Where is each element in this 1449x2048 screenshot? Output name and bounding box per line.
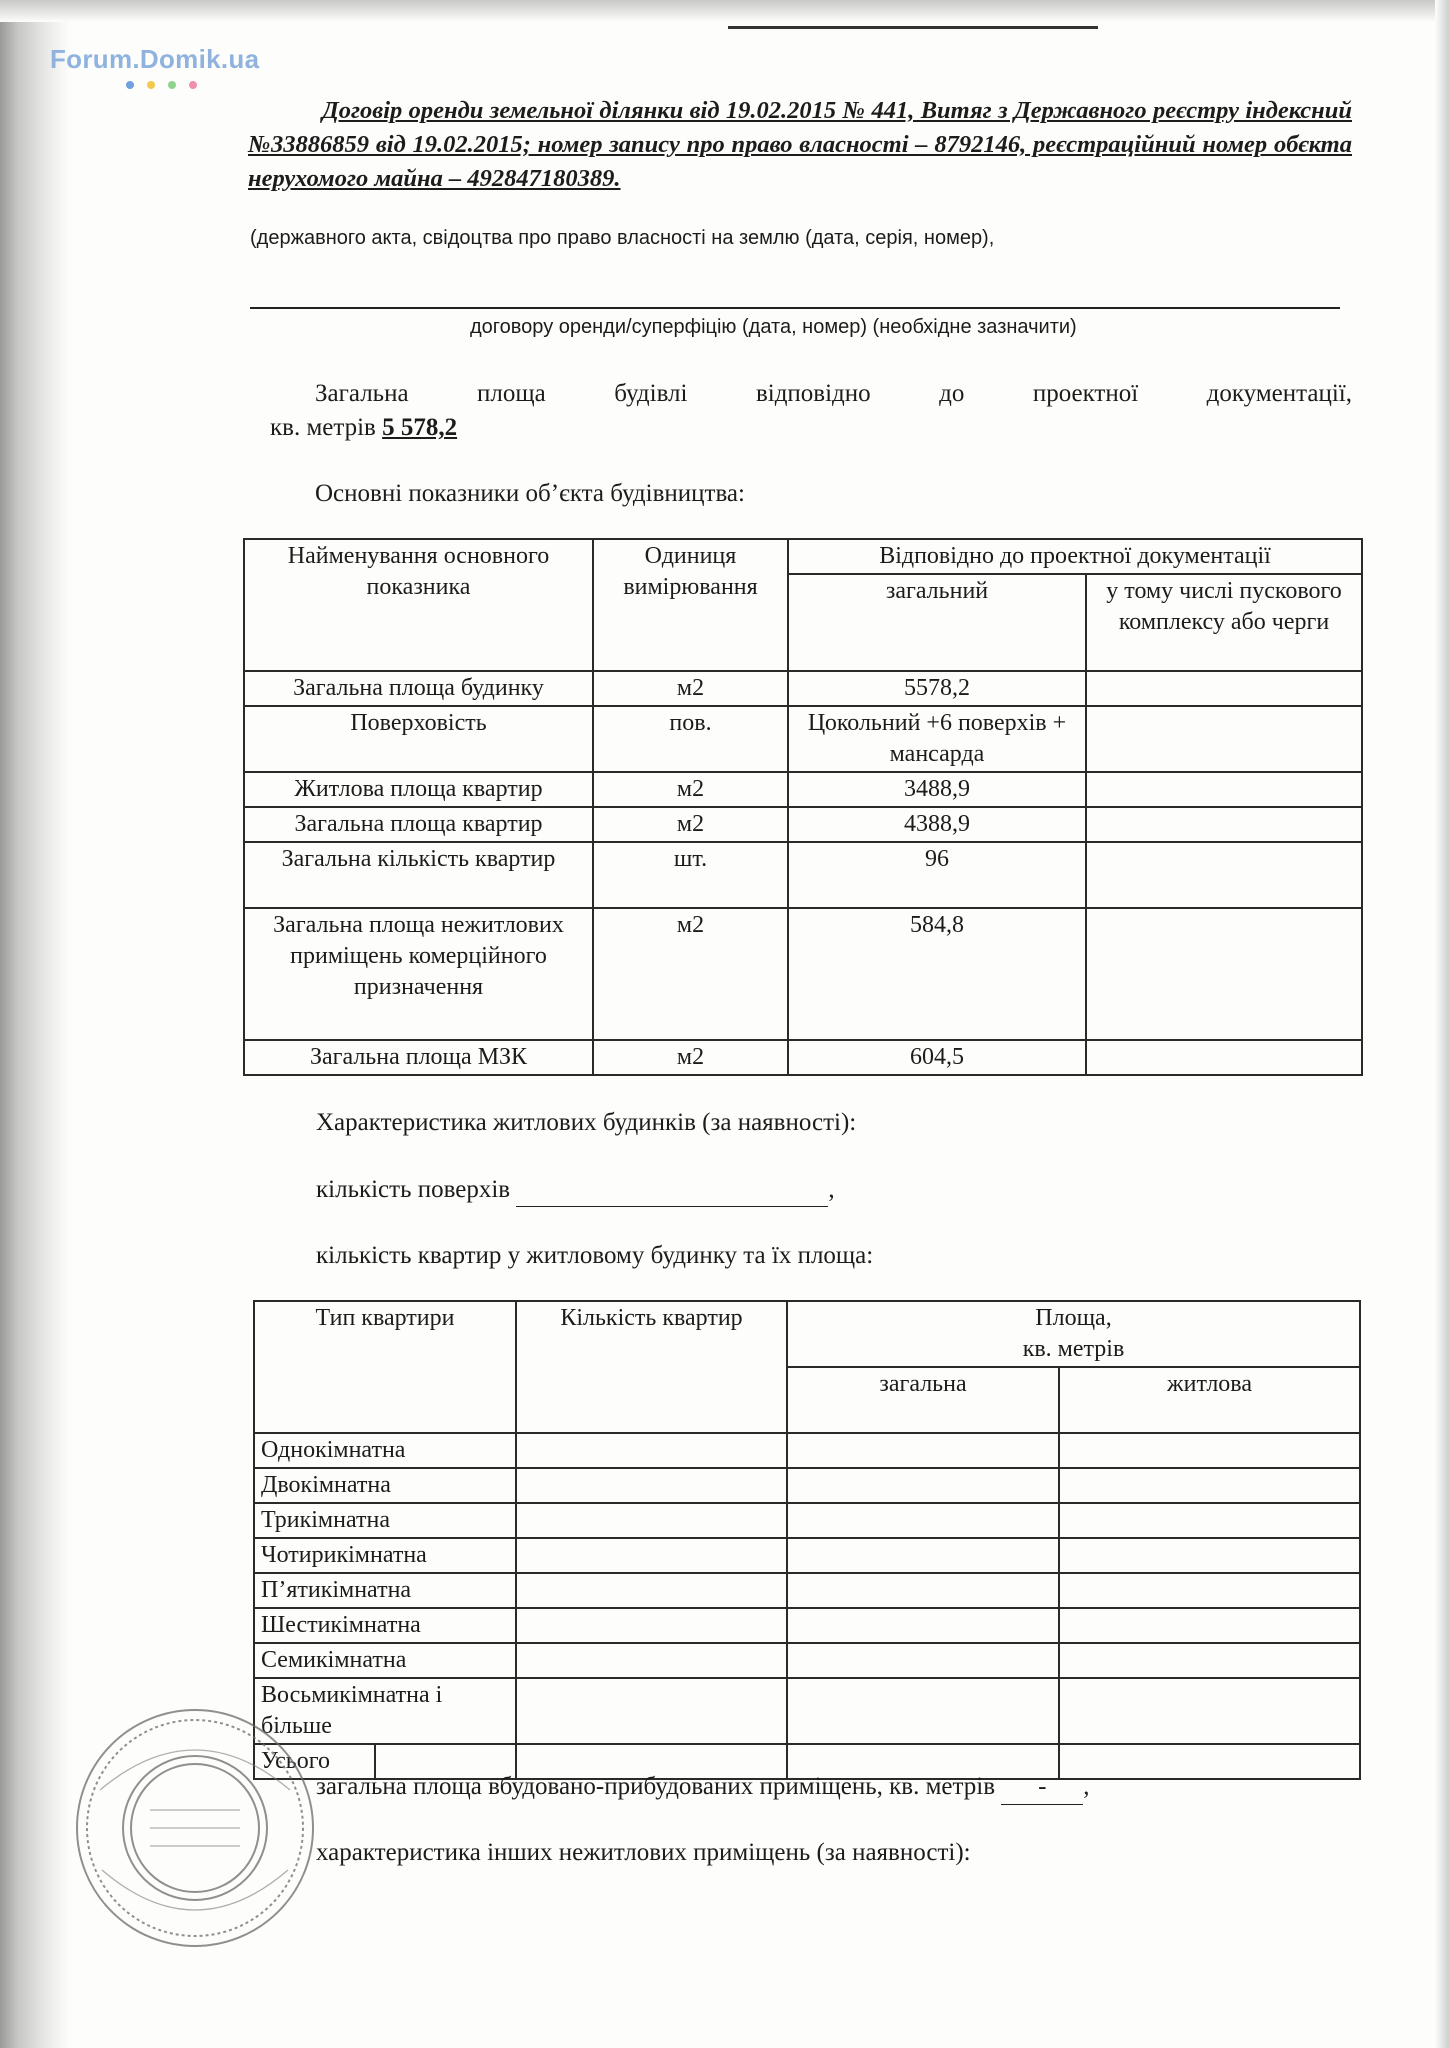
apt-total: [787, 1538, 1059, 1573]
header-unit: Одиниця вимірювання: [593, 539, 788, 671]
header-apt-type: Тип квартири: [254, 1301, 516, 1433]
row-unit: м2: [593, 671, 788, 706]
table-row: [254, 1503, 1360, 1538]
apt-count: [516, 1538, 787, 1573]
scan-edge-shadow: [0, 0, 70, 2048]
apt-count: [516, 1468, 787, 1503]
apt-living: [1059, 1643, 1360, 1678]
watermark-dot: [168, 81, 176, 89]
apt-type: Шестикімнатна: [254, 1608, 516, 1643]
apt-count: [516, 1608, 787, 1643]
row-incl: [1086, 671, 1362, 706]
apt-total: [787, 1643, 1059, 1678]
row-name: Загальна площа нежитлових приміщень комерційного призначення: [244, 908, 593, 1040]
floors-line: кількість поверхів ,: [316, 1173, 835, 1207]
row-total: 5578,2: [788, 671, 1086, 706]
row-total: 4388,9: [788, 807, 1086, 842]
apt-total: [787, 1608, 1059, 1643]
header-indicator-name: Найменування основного показника: [244, 539, 593, 671]
lease-note: договору оренди/суперфіцію (дата, номер) (необхідне зазначити): [470, 316, 1077, 338]
apt-type: Двокімнатна: [254, 1468, 516, 1503]
apt-living: [1059, 1433, 1360, 1468]
table-row: [254, 1608, 1360, 1643]
table-row: [244, 706, 1362, 772]
watermark-logo: Forum.Domik.ua: [50, 44, 260, 74]
header-area-living: житлова: [1059, 1367, 1360, 1433]
row-name: Житлова площа квартир: [244, 772, 593, 807]
table-row: [254, 1538, 1360, 1573]
header-area-total: загальна: [787, 1367, 1059, 1433]
apt-type: Семикімнатна: [254, 1643, 516, 1678]
table-row: [254, 1678, 1360, 1744]
row-unit: м2: [593, 908, 788, 1040]
indicators-title: Основні показники об’єкта будівництва:: [315, 480, 745, 507]
table-row: [254, 1433, 1360, 1468]
apt-living: [1059, 1503, 1360, 1538]
area-unit-label: кв. метрів: [270, 414, 376, 441]
watermark-dots: [126, 76, 210, 94]
header-apt-area: [787, 1301, 1360, 1367]
row-incl: [1086, 807, 1362, 842]
scan-top-shadow: [0, 0, 1449, 22]
header-apt-area-label: Площа,: [1035, 1305, 1112, 1331]
floors-label: кількість поверхів: [316, 1176, 511, 1203]
indicators-table: [243, 538, 1363, 1076]
row-incl: [1086, 706, 1362, 772]
apts-label: кількість квартир у житловому будинку та їх площа:: [316, 1242, 874, 1269]
area-value: 5 578,2: [382, 414, 458, 441]
apt-count: [516, 1643, 787, 1678]
apt-total: [787, 1468, 1059, 1503]
table-row: [244, 1040, 1362, 1075]
row-name: Загальна площа будинку: [244, 671, 593, 706]
header-project-doc: Відповідно до проектної документації: [788, 539, 1362, 574]
row-incl: [1086, 1040, 1362, 1075]
apt-living: [1059, 1573, 1360, 1608]
document-header: Договір оренди земельної ділянки від 19.02.2015 № 441, Витяг з Державного реєстру індексний №33886859 від 19.02.2015; номер запису про право власності – 8792146, реєстраційний номер обєкта нерухомого майна – 492847180389.: [248, 97, 1352, 192]
watermark-dot: [189, 81, 197, 89]
row-unit: м2: [593, 1040, 788, 1075]
header-apt-count: Кількість квартир: [516, 1301, 787, 1433]
table-row: [254, 1468, 1360, 1503]
area-label: Загальна площа будівлі відповідно до проектної документації,: [315, 380, 1352, 407]
scan-right-shadow: [1435, 0, 1449, 2048]
apt-type: Чотирикімнатна: [254, 1538, 516, 1573]
apt-total: [787, 1678, 1059, 1744]
row-total: 96: [788, 842, 1086, 908]
nonres-label: характеристика інших нежитлових приміщень (за наявності):: [316, 1839, 971, 1866]
apartments-table: [253, 1300, 1361, 1780]
row-name: Загальна площа МЗК: [244, 1040, 593, 1075]
row-unit: пов.: [593, 706, 788, 772]
watermark-dot: [147, 81, 155, 89]
row-incl: [1086, 772, 1362, 807]
apt-count: [516, 1573, 787, 1608]
apt-total: [787, 1433, 1059, 1468]
builtin-line: загальна площа вбудовано-прибудованих приміщень, кв. метрів - ,: [316, 1770, 1090, 1805]
table-row: [244, 671, 1362, 706]
table-row: [244, 807, 1362, 842]
table-row: [244, 772, 1362, 807]
apt-type: П’ятикімнатна: [254, 1573, 516, 1608]
table-row: [254, 1643, 1360, 1678]
row-incl: [1086, 842, 1362, 908]
apt-living: [1059, 1538, 1360, 1573]
floors-blank: [516, 1180, 828, 1207]
apt-total: [787, 1573, 1059, 1608]
header-apt-area-unit: кв. метрів: [1022, 1336, 1125, 1362]
builtin-value: -: [1001, 1770, 1083, 1805]
row-total: 604,5: [788, 1040, 1086, 1075]
apt-type: Усього: [254, 1744, 375, 1779]
seal-stamp-icon: [70, 1700, 320, 1955]
row-unit: м2: [593, 772, 788, 807]
area-line: [270, 411, 457, 445]
apt-count: [516, 1503, 787, 1538]
apt-count: [516, 1433, 787, 1468]
builtin-label: загальна площа вбудовано-прибудованих приміщень, кв. метрів: [316, 1773, 996, 1800]
apt-total: [787, 1503, 1059, 1538]
table-row: [244, 908, 1362, 1040]
row-total: 584,8: [788, 908, 1086, 1040]
apt-living: [1059, 1678, 1360, 1744]
header-total: загальний: [788, 574, 1086, 671]
table-row: [244, 842, 1362, 908]
fill-line: [250, 307, 1340, 309]
apt-living: [1059, 1608, 1360, 1643]
row-name: Загальна кількість квартир: [244, 842, 593, 908]
row-unit: м2: [593, 807, 788, 842]
apt-type: Восьмикімнатна і більше: [254, 1678, 516, 1744]
residential-title: Характеристика житлових будинків (за наявності):: [316, 1109, 857, 1136]
top-rule: [728, 26, 1098, 29]
row-incl: [1086, 908, 1362, 1040]
row-unit: шт.: [593, 842, 788, 908]
row-total: 3488,9: [788, 772, 1086, 807]
row-total: Цокольний +6 поверхів + мансарда: [788, 706, 1086, 772]
row-name: Загальна площа квартир: [244, 807, 593, 842]
row-name: Поверховість: [244, 706, 593, 772]
apt-type: Трикімнатна: [254, 1503, 516, 1538]
state-act-note: (державного акта, свідоцтва про право власності на землю (дата, серія, номер),: [250, 227, 995, 249]
header-incl: у тому числі пускового комплексу або черги: [1086, 574, 1362, 671]
watermark-dot: [126, 81, 134, 89]
apt-count: [516, 1678, 787, 1744]
apt-living: [1059, 1744, 1360, 1779]
apt-living: [1059, 1468, 1360, 1503]
apt-type: Однокімнатна: [254, 1433, 516, 1468]
table-row: [254, 1573, 1360, 1608]
